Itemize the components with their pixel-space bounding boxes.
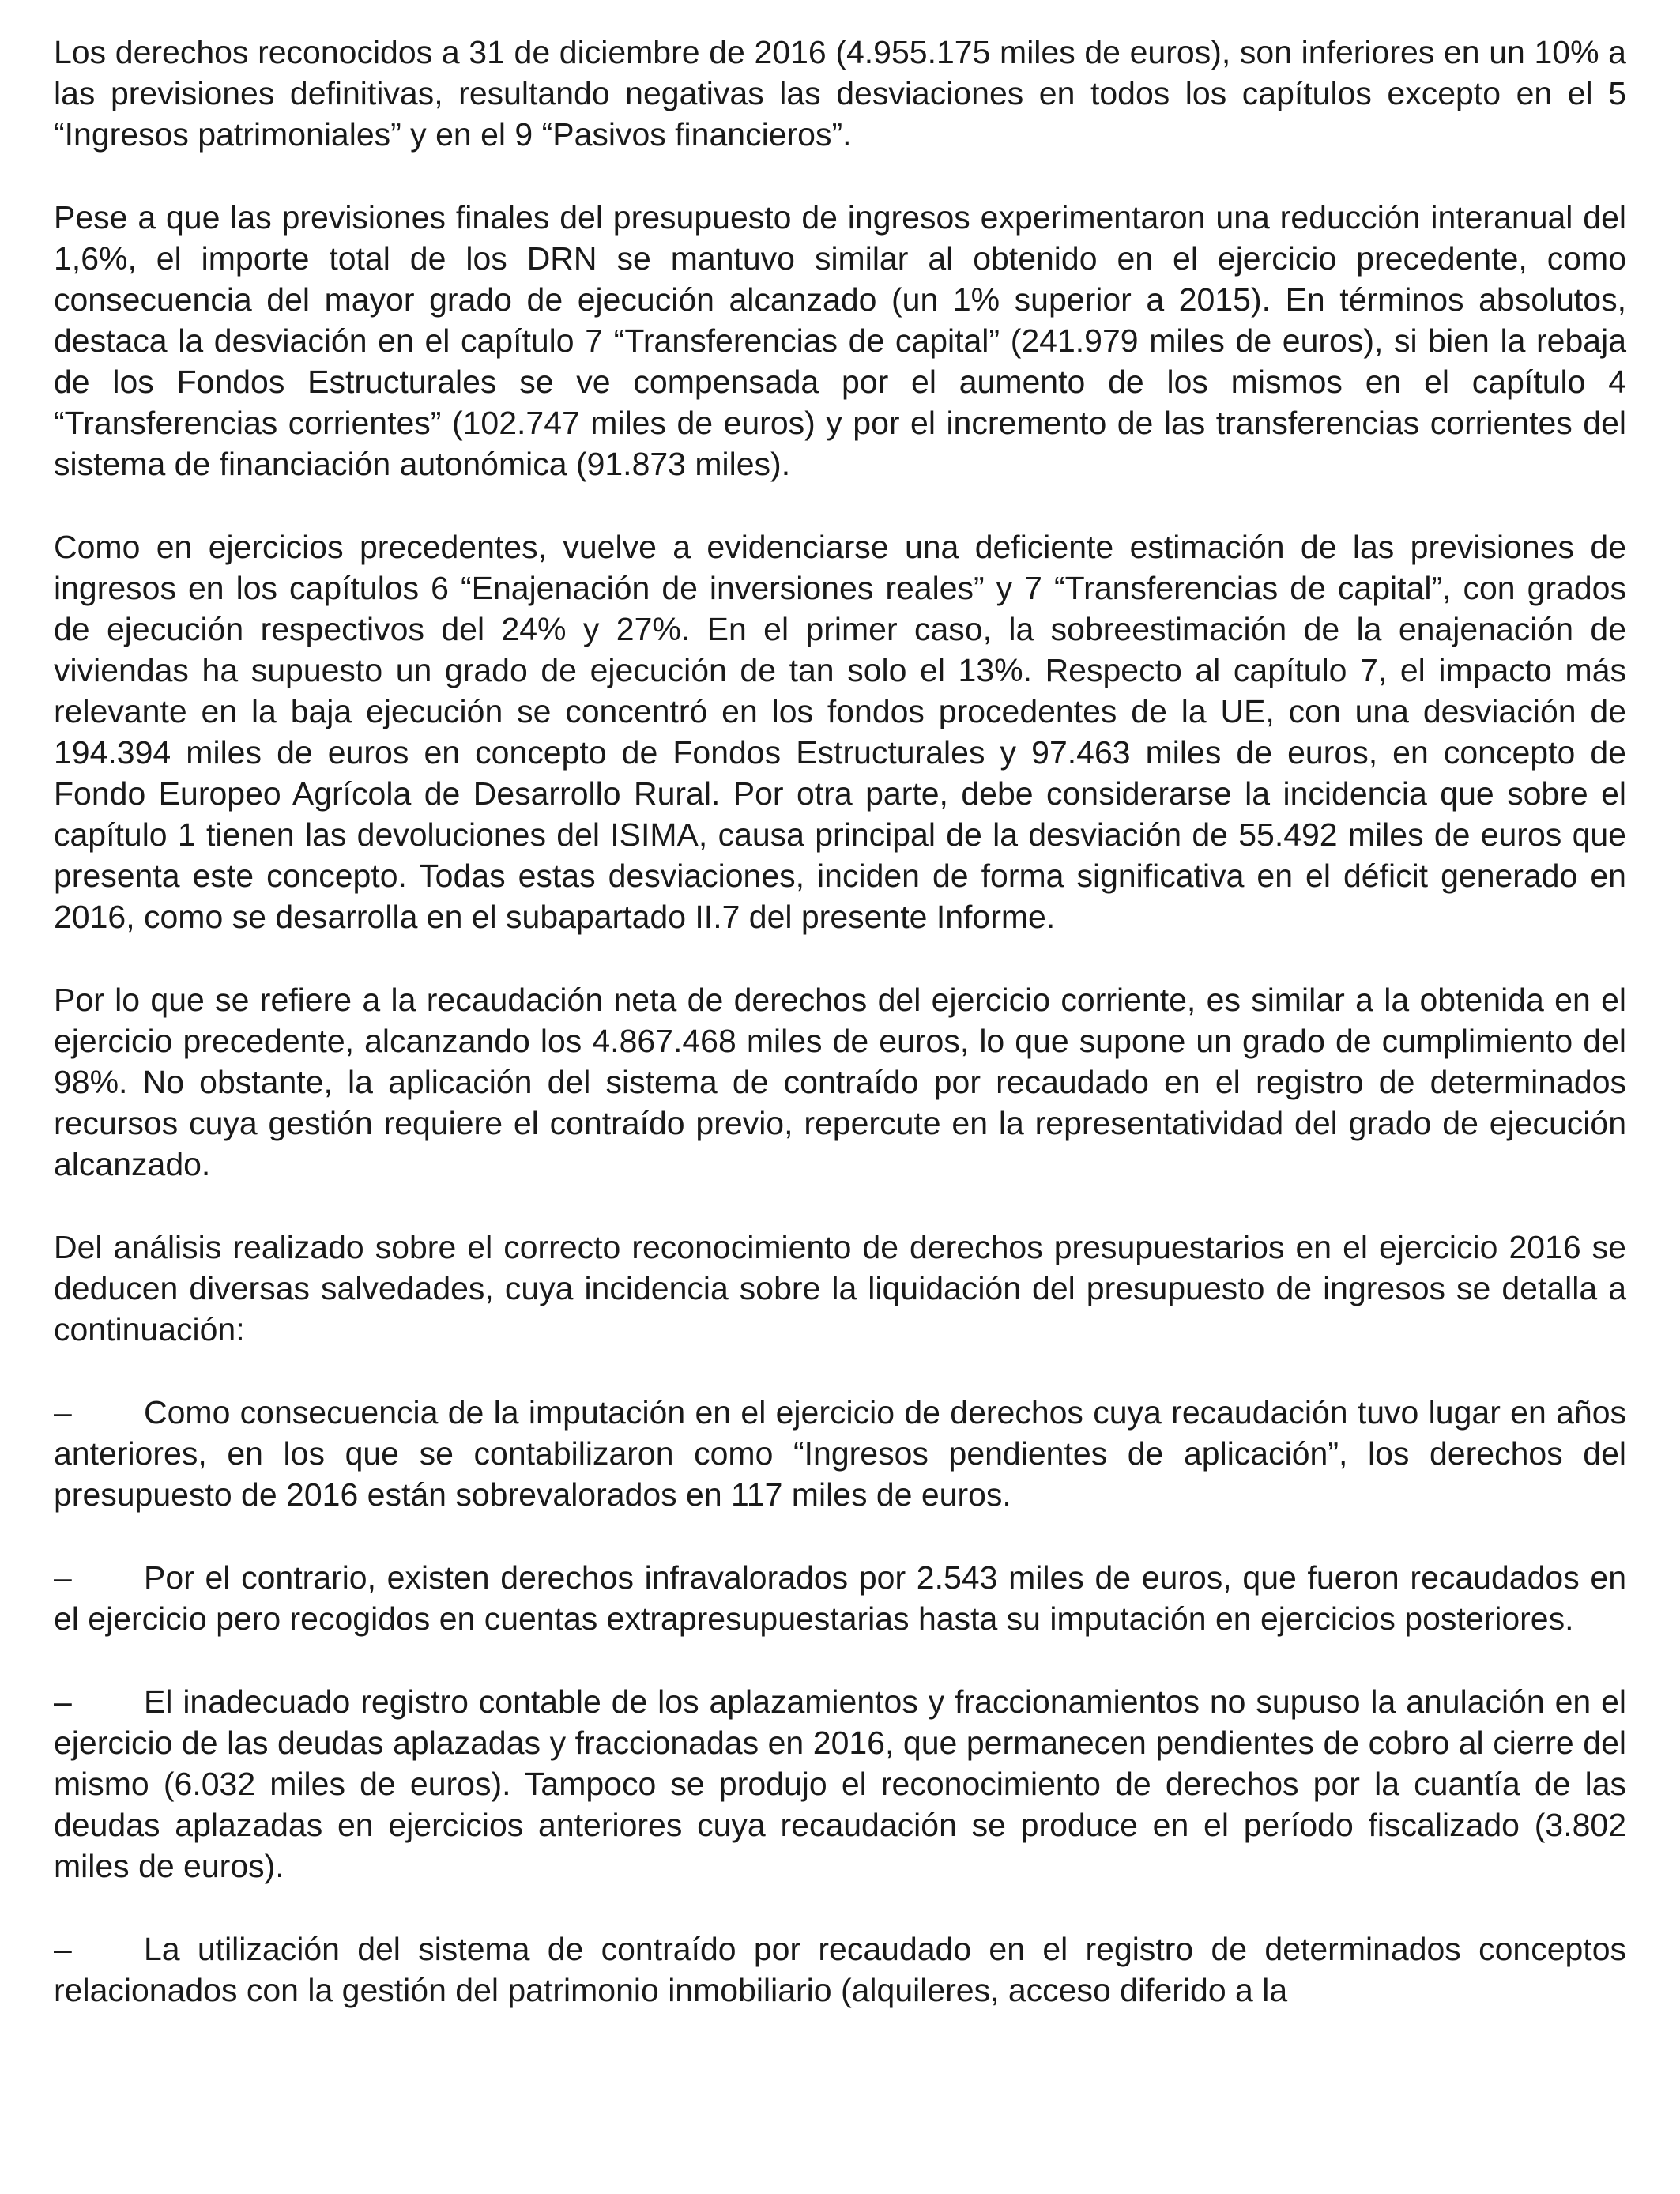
paragraph-analisis-salvedades: Del análisis realizado sobre el correcto reconocimiento de derechos presupuestarios en el ejercicio 2016 se deducen diversas salvedades, cuya incidencia sobre la liquidación del presupuesto de ingresos se detalla a continuación: [54,1229,1626,1348]
paragraph-derechos-reconocidos: Los derechos reconocidos a 31 de diciembre de 2016 (4.955.175 miles de euros), son inferiores en un 10% a las previsiones definitivas, resultando negativas las desviaciones en todos los capítulos excepto en el 5 “Ingresos patrimoniales” y en el 9 “Pasivos financieros”. [54,34,1626,153]
dash-marker: – [54,1683,72,1720]
paragraph-previsiones-finales: Pese a que las previsiones finales del presupuesto de ingresos experimentaron una reducción interanual del 1,6%, el importe total de los DRN se mantuvo similar al obtenido en el ejercicio precedente, como consecuencia del mayor grado de ejecución alcanzado (un 1% superior a 2015). En términos absolutos, destaca la desviación en el capítulo 7 “Transferencias de capital” (241.979 miles de euros), si bien la rebaja de los Fondos Estructurales se ve compensada por el aumento de los mismos en el capítulo 4 “Transferencias corrientes” (102.747 miles de euros) y por el incremento de las transferencias corrientes del sistema de financiación autonómica (91.873 miles). [54,199,1626,482]
dash-marker: – [54,1931,72,1967]
dash-marker: – [54,1394,72,1431]
bullet-text: Por el contrario, existen derechos infravalorados por 2.543 miles de euros, que fueron recaudados en el ejercicio pero recogidos en cuentas extrapresupuestarias hasta su imputación en ejercicios posteriores. [54,1559,1626,1637]
bullet-item-contraido-por-recaudado [54,1928,1626,2011]
bullet-text: Como consecuencia de la imputación en el ejercicio de derechos cuya recaudación tuvo lugar en años anteriores, en los que se contabilizaron como “Ingresos pendientes de aplicación”, los derechos del presupuesto de 2016 están sobrevalorados en 117 miles de euros. [54,1394,1626,1513]
bullet-item-aplazamientos [54,1681,1626,1887]
paragraph-deficiente-estimacion: Como en ejercicios precedentes, vuelve a evidenciarse una deficiente estimación de las previsiones de ingresos en los capítulos 6 “Enajenación de inversiones reales” y 7 “Transferencias de capital”, con grados de ejecución respectivos del 24% y 27%. En el primer caso, la sobreestimación de la enajenación de viviendas ha supuesto un grado de ejecución de tan solo el 13%. Respecto al capítulo 7, el impacto más relevante en la baja ejecución se concentró en los fondos procedentes de la UE, con una desviación de 194.394 miles de euros en concepto de Fondos Estructurales y 97.463 miles de euros, en concepto de Fondo Europeo Agrícola de Desarrollo Rural. Por otra parte, debe considerarse la incidencia que sobre el capítulo 1 tienen las devoluciones del ISIMA, causa principal de la desviación de 55.492 miles de euros que presenta este concepto. Todas estas desviaciones, inciden de forma significativa en el déficit generado en 2016, como se desarrolla en el subapartado II.7 del presente Informe. [54,529,1626,935]
bullet-item-sobrevalorados [54,1392,1626,1515]
paragraph-recaudacion-neta: Por lo que se refiere a la recaudación neta de derechos del ejercicio corriente, es similar a la obtenida en el ejercicio precedente, alcanzando los 4.867.468 miles de euros, lo que supone un grado de cumplimiento del 98%. No obstante, la aplicación del sistema de contraído por recaudado en el registro de determinados recursos cuya gestión requiere el contraído previo, repercute en la representatividad del grado de ejecución alcanzado. [54,982,1626,1182]
dash-marker: – [54,1559,72,1596]
document-page [54,32,1626,2053]
bullet-text: El inadecuado registro contable de los aplazamientos y fraccionamientos no supuso la anulación en el ejercicio de las deudas aplazadas y fraccionadas en 2016, que permanecen pendientes de cobro al cierre del mismo (6.032 miles de euros). Tampoco se produjo el reconocimiento de derechos por la cuantía de las deudas aplazadas en ejercicios anteriores cuya recaudación se produce en el período fiscalizado (3.802 miles de euros). [54,1683,1626,1884]
bullet-text: La utilización del sistema de contraído por recaudado en el registro de determinados conceptos relacionados con la gestión del patrimonio inmobiliario (alquileres, acceso diferido a la [54,1931,1626,2008]
bullet-item-infravalorados [54,1557,1626,1639]
